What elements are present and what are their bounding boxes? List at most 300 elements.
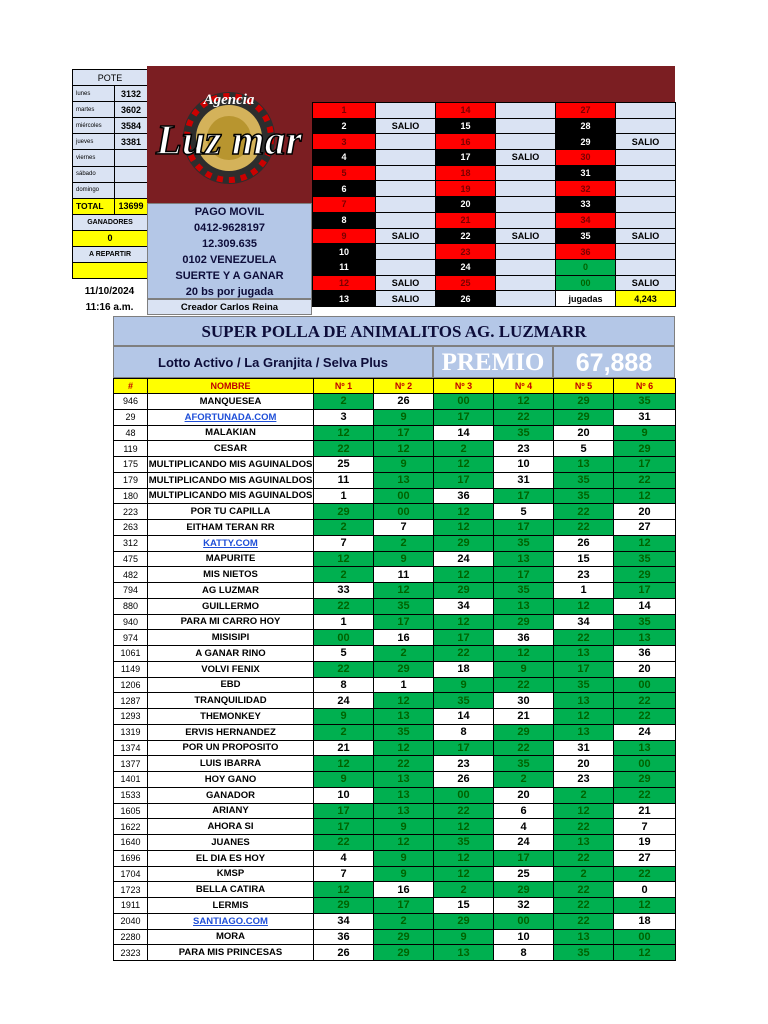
- pick-cell: 35: [614, 551, 676, 567]
- pick-cell: 36: [314, 929, 374, 945]
- entry-name-link[interactable]: KATTY.COM: [203, 537, 258, 549]
- number-cell: 4: [313, 150, 376, 166]
- pick-cell: 31: [554, 740, 614, 756]
- pick-cell: 35: [494, 583, 554, 599]
- number-cell: 28: [556, 118, 616, 134]
- pick-cell: 24: [434, 551, 494, 567]
- pick-cell: 16: [374, 630, 434, 646]
- pick-cell: 13: [374, 772, 434, 788]
- table-row: [114, 882, 676, 898]
- pick-cell: 22: [554, 850, 614, 866]
- pick-cell: 22: [314, 441, 374, 457]
- pick-cell: 00: [314, 630, 374, 646]
- number-cell: 10: [313, 244, 376, 260]
- pick-cell: 22: [554, 913, 614, 929]
- entry-name: PARA MIS PRINCESAS: [148, 945, 314, 961]
- pick-cell: 10: [494, 929, 554, 945]
- pick-cell: 22: [554, 504, 614, 520]
- entry-name: LUIS IBARRA: [148, 756, 314, 772]
- pick-cell: 22: [554, 520, 614, 536]
- pick-cell: 00: [614, 677, 676, 693]
- pick-cell: 00: [434, 787, 494, 803]
- status-cell: [496, 165, 556, 181]
- entry-name: MULTIPLICANDO MIS AGUINALDOS: [148, 457, 314, 473]
- number-row: [313, 291, 676, 307]
- entry-name: [148, 913, 314, 929]
- pick-cell: 19: [614, 835, 676, 851]
- pick-cell: 22: [614, 693, 676, 709]
- pick-cell: 29: [314, 504, 374, 520]
- pick-cell: 13: [554, 835, 614, 851]
- column-header: Nº 2: [374, 379, 434, 394]
- pick-cell: 17: [374, 614, 434, 630]
- pick-cell: 27: [614, 850, 676, 866]
- pick-cell: 9: [494, 661, 554, 677]
- column-header: Nº 6: [614, 379, 676, 394]
- pick-cell: 29: [374, 945, 434, 961]
- pick-cell: 22: [494, 409, 554, 425]
- pick-cell: 17: [614, 583, 676, 599]
- number-cell: 15: [436, 118, 496, 134]
- pick-cell: 2: [374, 913, 434, 929]
- entry-id: 1287: [114, 693, 148, 709]
- pick-cell: 24: [614, 724, 676, 740]
- table-row: [114, 819, 676, 835]
- pick-cell: 2: [434, 441, 494, 457]
- number-cell: 24: [436, 259, 496, 275]
- entry-name: THEMONKEY: [148, 709, 314, 725]
- pick-cell: 13: [374, 472, 434, 488]
- pick-cell: 12: [614, 535, 676, 551]
- pote-repartir-value: [73, 263, 148, 279]
- number-row: [313, 275, 676, 291]
- date-label: 11/10/2024: [84, 286, 135, 297]
- pick-cell: 26: [434, 772, 494, 788]
- pick-cell: 22: [314, 661, 374, 677]
- entry-name: TRANQUILIDAD: [148, 693, 314, 709]
- entry-id: 312: [114, 535, 148, 551]
- number-row: [313, 228, 676, 244]
- entry-id: 475: [114, 551, 148, 567]
- pick-cell: 32: [494, 898, 554, 914]
- pick-cell: 12: [434, 866, 494, 882]
- table-row: [114, 567, 676, 583]
- number-row: [313, 259, 676, 275]
- table-row: [114, 866, 676, 882]
- entry-name-link[interactable]: SANTIAGO.COM: [193, 915, 268, 927]
- info-line: 0412-9628197: [194, 222, 265, 234]
- pote-day-row: [73, 150, 148, 166]
- entry-name: CESAR: [148, 441, 314, 457]
- pick-cell: 12: [434, 504, 494, 520]
- pick-cell: 11: [374, 567, 434, 583]
- pick-cell: 12: [614, 488, 676, 504]
- pick-cell: 9: [374, 409, 434, 425]
- pick-cell: 10: [314, 787, 374, 803]
- pick-cell: 20: [494, 787, 554, 803]
- pote-table: [72, 69, 148, 279]
- number-cell: 7: [313, 197, 376, 213]
- pick-cell: 12: [614, 945, 676, 961]
- entry-name: MAPURITE: [148, 551, 314, 567]
- entry-name: MALAKIAN: [148, 425, 314, 441]
- pote-day-row: [73, 118, 148, 134]
- status-cell: [376, 165, 436, 181]
- pote-header-row: [73, 70, 148, 86]
- number-cell: 16: [436, 134, 496, 150]
- pick-cell: 13: [374, 803, 434, 819]
- pick-cell: 12: [434, 850, 494, 866]
- number-cell: 36: [556, 244, 616, 260]
- pote-day-value: [115, 166, 148, 182]
- entry-id: 1605: [114, 803, 148, 819]
- pote-day-value: 3584: [115, 118, 148, 134]
- number-cell: 19: [436, 181, 496, 197]
- pote-day-value: 3602: [115, 102, 148, 118]
- pick-cell: 16: [374, 882, 434, 898]
- pick-cell: 13: [554, 457, 614, 473]
- pote-total-label: TOTAL: [73, 198, 115, 214]
- pick-cell: 0: [614, 882, 676, 898]
- pick-cell: 12: [614, 898, 676, 914]
- number-cell: 5: [313, 165, 376, 181]
- pick-cell: 29: [494, 882, 554, 898]
- pick-cell: 35: [434, 835, 494, 851]
- pick-cell: 8: [494, 945, 554, 961]
- pick-cell: 8: [314, 677, 374, 693]
- pick-cell: 27: [614, 520, 676, 536]
- pick-cell: 21: [494, 709, 554, 725]
- pote-total-row: [73, 198, 148, 214]
- header-banner: [312, 66, 675, 102]
- entry-name-link[interactable]: AFORTUNADA.COM: [184, 411, 277, 423]
- pick-cell: 23: [554, 772, 614, 788]
- status-cell: [616, 212, 676, 228]
- pote-day-value: 3381: [115, 134, 148, 150]
- status-cell: SALIO: [376, 291, 436, 307]
- pote-day-value: [115, 150, 148, 166]
- table-row: [114, 457, 676, 473]
- pick-cell: 1: [374, 677, 434, 693]
- status-cell: [376, 244, 436, 260]
- number-cell: 0: [556, 259, 616, 275]
- status-cell: SALIO: [376, 275, 436, 291]
- pick-cell: 13: [614, 740, 676, 756]
- premio-label: PREMIO: [433, 346, 553, 378]
- pick-cell: 22: [614, 709, 676, 725]
- pick-cell: 4: [494, 819, 554, 835]
- pick-cell: 29: [314, 898, 374, 914]
- pick-cell: 20: [614, 661, 676, 677]
- entry-name: POR UN PROPOSITO: [148, 740, 314, 756]
- table-row: [114, 661, 676, 677]
- pick-cell: 17: [374, 898, 434, 914]
- table-row: [114, 898, 676, 914]
- entry-id: 2040: [114, 913, 148, 929]
- table-row: [114, 394, 676, 410]
- pick-cell: 5: [494, 504, 554, 520]
- pick-cell: 7: [374, 520, 434, 536]
- entry-name: MORA: [148, 929, 314, 945]
- number-cell: 9: [313, 228, 376, 244]
- number-cell: 1: [313, 103, 376, 119]
- pick-cell: 2: [374, 535, 434, 551]
- number-cell: 8: [313, 212, 376, 228]
- pote-day-row: [73, 166, 148, 182]
- number-cell: 11: [313, 259, 376, 275]
- payment-info: [147, 203, 312, 299]
- status-cell: [496, 291, 556, 307]
- pick-cell: 31: [494, 472, 554, 488]
- status-cell: SALIO: [616, 275, 676, 291]
- status-cell: [496, 244, 556, 260]
- pick-cell: 22: [494, 740, 554, 756]
- entry-id: 175: [114, 457, 148, 473]
- entry-id: 940: [114, 614, 148, 630]
- number-row: [313, 134, 676, 150]
- pick-cell: 12: [434, 457, 494, 473]
- pick-cell: 29: [434, 583, 494, 599]
- pick-cell: 12: [554, 709, 614, 725]
- pick-cell: 9: [374, 850, 434, 866]
- pick-cell: 20: [554, 756, 614, 772]
- pick-cell: 13: [494, 598, 554, 614]
- entry-id: 1622: [114, 819, 148, 835]
- pote-day-label: lunes: [73, 86, 115, 102]
- creator-label: Creador Carlos Reina: [147, 299, 312, 315]
- entry-id: 1293: [114, 709, 148, 725]
- pick-cell: 00: [614, 756, 676, 772]
- entry-name: LERMIS: [148, 898, 314, 914]
- entry-id: 1206: [114, 677, 148, 693]
- pick-cell: 22: [434, 646, 494, 662]
- pick-cell: 17: [434, 409, 494, 425]
- pick-cell: 1: [554, 583, 614, 599]
- pote-ganadores-label: GANADORES: [73, 214, 148, 230]
- pick-cell: 22: [614, 787, 676, 803]
- pick-cell: 18: [434, 661, 494, 677]
- pick-cell: 12: [554, 803, 614, 819]
- pick-cell: 25: [314, 457, 374, 473]
- column-header: Nº 3: [434, 379, 494, 394]
- entry-id: 1640: [114, 835, 148, 851]
- pick-cell: 35: [554, 472, 614, 488]
- entry-id: 263: [114, 520, 148, 536]
- pick-cell: 17: [374, 425, 434, 441]
- pick-cell: 2: [314, 724, 374, 740]
- entry-id: 1319: [114, 724, 148, 740]
- number-cell: 30: [556, 150, 616, 166]
- pick-cell: 17: [434, 472, 494, 488]
- pick-cell: 35: [614, 614, 676, 630]
- pick-cell: 35: [614, 394, 676, 410]
- pick-cell: 36: [614, 646, 676, 662]
- pick-cell: 26: [374, 394, 434, 410]
- pote-day-value: [115, 182, 148, 198]
- table-row: [114, 709, 676, 725]
- status-cell: SALIO: [376, 228, 436, 244]
- roulette-logo-icon: [147, 66, 312, 203]
- entry-name: [148, 409, 314, 425]
- pick-cell: 22: [374, 756, 434, 772]
- pick-cell: 35: [494, 535, 554, 551]
- entry-name: MIS NIETOS: [148, 567, 314, 583]
- number-cell: 29: [556, 134, 616, 150]
- entry-name: A GANAR RINO: [148, 646, 314, 662]
- column-header: Nº 1: [314, 379, 374, 394]
- pick-cell: 30: [494, 693, 554, 709]
- entry-name: ERVIS HERNANDEZ: [148, 724, 314, 740]
- number-cell: 2: [313, 118, 376, 134]
- pick-cell: 2: [314, 394, 374, 410]
- pick-cell: 22: [554, 898, 614, 914]
- table-row: [114, 724, 676, 740]
- entry-id: 880: [114, 598, 148, 614]
- pote-day-label: jueves: [73, 134, 115, 150]
- table-row: [114, 693, 676, 709]
- pick-cell: 35: [554, 945, 614, 961]
- pote-row: [73, 230, 148, 246]
- pote-repartir-label: A REPARTIR: [73, 247, 148, 263]
- pote-day-row: [73, 86, 148, 102]
- pick-cell: 12: [374, 693, 434, 709]
- page-title: SUPER POLLA DE ANIMALITOS AG. LUZMARR: [113, 316, 675, 346]
- pick-cell: 29: [554, 394, 614, 410]
- pick-cell: 35: [554, 488, 614, 504]
- number-cell: 14: [436, 103, 496, 119]
- pote-row: [73, 263, 148, 279]
- pote-header: POTE: [73, 70, 148, 86]
- pick-cell: 24: [494, 835, 554, 851]
- status-cell: [376, 134, 436, 150]
- pick-cell: 2: [494, 772, 554, 788]
- table-row: [114, 945, 676, 961]
- pick-cell: 00: [494, 913, 554, 929]
- number-cell: 25: [436, 275, 496, 291]
- pick-cell: 5: [314, 646, 374, 662]
- status-cell: [376, 259, 436, 275]
- premio-value: 67,888: [553, 346, 675, 378]
- entry-name: GUILLERMO: [148, 598, 314, 614]
- entry-name: HOY GANO: [148, 772, 314, 788]
- pick-cell: 36: [494, 630, 554, 646]
- table-row: [114, 756, 676, 772]
- table-row: [114, 835, 676, 851]
- pick-cell: 17: [494, 488, 554, 504]
- pick-cell: 2: [374, 646, 434, 662]
- status-cell: [496, 181, 556, 197]
- pick-cell: 22: [554, 882, 614, 898]
- status-cell: 4,243: [616, 291, 676, 307]
- pick-cell: 14: [614, 598, 676, 614]
- pick-cell: 00: [434, 394, 494, 410]
- pick-cell: 17: [494, 567, 554, 583]
- pote-row: [73, 247, 148, 263]
- entry-id: 1374: [114, 740, 148, 756]
- pick-cell: 21: [614, 803, 676, 819]
- pick-cell: 15: [554, 551, 614, 567]
- number-cell: 34: [556, 212, 616, 228]
- entry-name: GANADOR: [148, 787, 314, 803]
- pick-cell: 33: [314, 583, 374, 599]
- table-row: [114, 551, 676, 567]
- pick-cell: 12: [314, 551, 374, 567]
- pote-day-row: [73, 182, 148, 198]
- entry-name: MULTIPLICANDO MIS AGUINALDOS: [148, 472, 314, 488]
- entry-id: 1061: [114, 646, 148, 662]
- table-row: [114, 850, 676, 866]
- pick-cell: 14: [434, 425, 494, 441]
- entry-name: EL DIA ES HOY: [148, 850, 314, 866]
- entry-id: 1723: [114, 882, 148, 898]
- number-cell: 26: [436, 291, 496, 307]
- info-line: 0102 VENEZUELA: [182, 254, 277, 266]
- number-cell: 20: [436, 197, 496, 213]
- pick-cell: 13: [614, 630, 676, 646]
- entry-id: 119: [114, 441, 148, 457]
- status-cell: [616, 150, 676, 166]
- entry-name: MULTIPLICANDO MIS AGUINALDOS: [148, 488, 314, 504]
- entry-name: EITHAM TERAN RR: [148, 520, 314, 536]
- pick-cell: 6: [494, 803, 554, 819]
- table-row: [114, 441, 676, 457]
- info-line: SUERTE Y A GANAR: [175, 270, 284, 282]
- status-cell: [376, 181, 436, 197]
- pick-cell: 2: [554, 787, 614, 803]
- pick-cell: 00: [374, 504, 434, 520]
- pick-cell: 20: [614, 504, 676, 520]
- pick-cell: 29: [614, 441, 676, 457]
- entry-name: [148, 535, 314, 551]
- entry-id: 1696: [114, 850, 148, 866]
- number-row: [313, 212, 676, 228]
- pick-cell: 2: [314, 520, 374, 536]
- status-cell: [616, 103, 676, 119]
- pick-cell: 9: [314, 772, 374, 788]
- entry-id: 2323: [114, 945, 148, 961]
- pick-cell: 12: [494, 394, 554, 410]
- entry-name: MANQUESEA: [148, 394, 314, 410]
- pote-day-label: domingo: [73, 182, 115, 198]
- number-cell: 18: [436, 165, 496, 181]
- pick-cell: 9: [314, 709, 374, 725]
- table-row: [114, 740, 676, 756]
- number-cell: 17: [436, 150, 496, 166]
- table-row: [114, 425, 676, 441]
- pick-cell: 22: [434, 803, 494, 819]
- pick-cell: 00: [374, 488, 434, 504]
- number-cell: 6: [313, 181, 376, 197]
- entry-id: 1149: [114, 661, 148, 677]
- status-cell: [496, 275, 556, 291]
- pote-total-value: 13699: [115, 198, 148, 214]
- pick-cell: 35: [374, 724, 434, 740]
- status-cell: [616, 259, 676, 275]
- pick-cell: 7: [314, 866, 374, 882]
- entry-id: 794: [114, 583, 148, 599]
- pick-cell: 29: [614, 772, 676, 788]
- pick-cell: 12: [434, 819, 494, 835]
- pick-cell: 15: [434, 898, 494, 914]
- pick-cell: 4: [314, 850, 374, 866]
- pick-cell: 12: [494, 646, 554, 662]
- column-header: #: [114, 379, 148, 394]
- table-row: [114, 409, 676, 425]
- number-cell: 3: [313, 134, 376, 150]
- pick-cell: 14: [434, 709, 494, 725]
- pick-cell: 35: [434, 693, 494, 709]
- table-row: [114, 504, 676, 520]
